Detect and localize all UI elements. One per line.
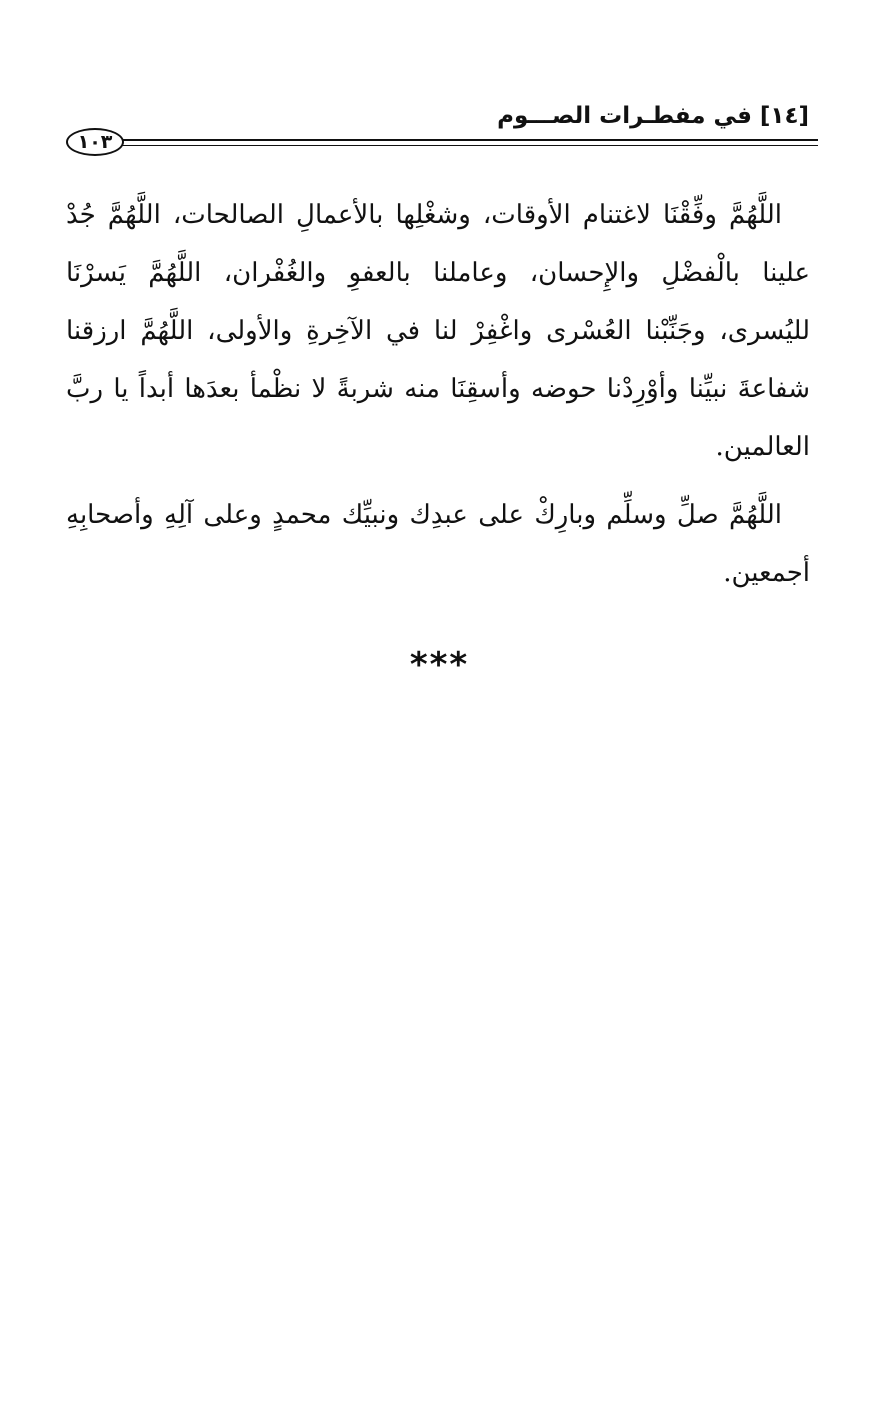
running-header-title: [١٤] في مفطـرات الصـــوم <box>497 103 809 129</box>
page-number: ١٠٣ <box>77 130 113 153</box>
header-rule-thin <box>108 145 818 146</box>
header-rule <box>108 139 818 141</box>
prayer-paragraph-2: اللَّهُمَّ صلِّ وسلِّم وبارِكْ على عبدِك ونبيِّك محمدٍ وعلى آلِهِ وأصحابِهِ أجمعين. <box>66 500 810 588</box>
page-number-badge <box>66 128 124 156</box>
prayer-paragraph-1: اللَّهُمَّ وفِّقْنَا لاغتنام الأوقات، وشغْلِها بالأعمالِ الصالحات، اللَّهُمَّ جُدْ علينا بالْفضْلِ والإِحسان، وعاملنا بالعفوِ والغُفْران، اللَّهُمَّ يَسرْنَا لليُسرى، وجَنِّبْنا العُسْرى واغْفِرْ لنا في الآخِرةِ والأولى، اللَّهُمَّ ارزقنا شفاعةَ نبيِّنا وأوْرِدْنا حوضه وأسقِنَا منه شربةً لا نظْمأ بعدَها أبداً يا ربَّ العالمين. <box>66 200 810 462</box>
body-text <box>66 186 810 602</box>
section-separator: *** <box>409 645 470 685</box>
